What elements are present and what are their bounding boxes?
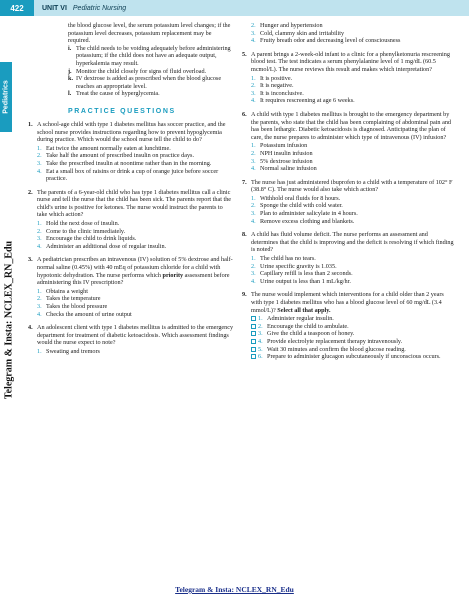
section-side-tab: Pediatrics xyxy=(0,62,12,132)
question-7: 7. The nurse has just administered ibuprofen to a child with a temperature of 102° F (38.8° C). The nurse would also take which action? 1. Withhold oral fluids for 8 hours. 2. Sponge the child with cold water. 3. Plan to administer salicylate in 4 hours. 4. Remove excess clothing and blankets. xyxy=(242,178,453,225)
question-2: 2. The parents of a 6-year-old child who has type 1 diabetes mellitus call a clinic nurse and tell the nurse that the child has been sick. The parents report that the child's urine is positive for ketones. The nurse would instruct the parents to take which action? 1. Hold the next dose of insulin. 2. Come to the clinic immediately. 3. Encourage the child to drink liquids. 4. Administer an additional dose of regular insulin. xyxy=(28,188,232,250)
unit-label: UNIT VI xyxy=(42,4,67,12)
list-item: i. The child needs to be voiding adequately before administering potassium; if the child does not have an adequate output, hyperkalemia may result. xyxy=(68,44,231,67)
page-number: 422 xyxy=(0,0,34,16)
question-4: 4. An adolescent client with type 1 diabetes mellitus is admitted to the emergency department for treatment of diabetic ketoacidosis. Which assessment findings would the nurse expect to note? 1. Sweating and tremors xyxy=(28,324,234,355)
left-column xyxy=(28,22,234,362)
checkbox[interactable] xyxy=(251,324,256,329)
list-item: j. Monitor the child closely for signs of fluid overload. xyxy=(68,67,207,75)
question-5: 5. A parent brings a 2-week-old infant to a clinic for a phenylketonuria rescreening blood test. The test indicates a serum phenylalanine level of 1 mg/dL (60.5 mcmol/L). The nurse reviews this result and makes which interpretation? 1. It is positive. 2. It is negative. 3. It is inconclusive. 4. It requires rescreening at age 6 weeks. xyxy=(242,50,450,105)
running-head xyxy=(34,0,469,16)
question-4-continued: 2. Hunger and hypertension 3. Cold, clammy skin and irritability 4. Fruity breath odor and decreasing level of consciousness xyxy=(251,22,401,45)
question-1: 1. A school-age child with type 1 diabetes mellitus has soccer practice, and the school nurse provides instructions regarding how to prevent hypoglycemia during practice. Which would the school nurse tell the child to do? 1. Eat twice the amount normally eaten at lunchtime. 2. Take half the amount of prescribed insulin on practice days. 3. Take the prescribed insulin at noontime rather than in the morning. 4. Eat a small box of raisins or drink a cup of orange juice before soccer practice. xyxy=(28,120,226,183)
practice-questions-heading: PRACTICE QUESTIONS xyxy=(68,107,176,115)
question-8: 8. A child has fluid volume deficit. The nurse performs an assessment and determines that the child is improving and the deficit is resolving if which finding is noted? 1. The child has no tears. 2. Urine specific gravity is 1.035. 3. Capillary refill is less than 2 seconds. 4. Urine output is less than 1 mL/kg/hr. xyxy=(242,231,454,285)
checkbox[interactable] xyxy=(251,331,256,336)
list-item: l. Treat the cause of hyperglycemia. xyxy=(68,90,160,98)
chapter-title: Pediatric Nursing xyxy=(72,4,127,12)
page-header xyxy=(0,0,469,16)
question-6: 6. A child with type 1 diabetes mellitus is brought to the emergency department by the parents, who state that the child has been complaining of abdominal pain and has been lethargic. Diabetic ketoacidosis is diagnosed. Anticipating the plan of care, the nurse prepares to administer which type of intravenous (IV) infusion? 1. Potassium infusion 2. NPH insulin infusion 3. 5% dextrose infusion 4. Normal saline infusion xyxy=(242,110,452,173)
list-item: k. IV dextrose is added as prescribed when the blood glucose reaches an appropriate level. xyxy=(68,75,222,90)
checkbox[interactable] xyxy=(251,347,256,352)
bottom-watermark: Telegram & Insta: NCLEX_RN_Edu xyxy=(175,585,294,594)
continued-text: the blood glucose level, the serum potassium level changes; if the potassium level decreases, potassium replacement may be required. xyxy=(68,22,231,45)
question-3: 3. A pediatrician prescribes an intravenous (IV) solution of 5% dextrose and half-normal saline (0.45%) with 40 mEq of potassium chloride for a child with hypotonic dehydration. The nurse performs which priority assessment before administering this IV prescription? 1. Obtains a weight 2. Takes the temperature 3. Takes the blood pressure 4. Checks the amount of urine output xyxy=(28,256,233,318)
right-column xyxy=(242,22,454,367)
checkbox[interactable] xyxy=(251,316,256,321)
side-watermark: Telegram & Insta: NCLEX_RN_Edu xyxy=(3,240,15,400)
checkbox[interactable] xyxy=(251,339,256,344)
question-9: 9. The nurse would implement which interventions for a child older than 2 years with type 1 diabetes mellitus who has a blood glucose level of 60 mg/dL (3.4 mmol/L)? Select all that apply. 1. Administer regular insulin. 2. Encourage the child to ambulate. 3. Give the child a teaspoon of honey. 4. Provide electrolyte replacement therapy intravenously. 5. Wait 30 minutes and confirm the blood glucose reading. 6. Prepare to administer glucagon subcutaneously if unconscious occurs. xyxy=(242,291,444,361)
checkbox[interactable] xyxy=(251,354,256,359)
